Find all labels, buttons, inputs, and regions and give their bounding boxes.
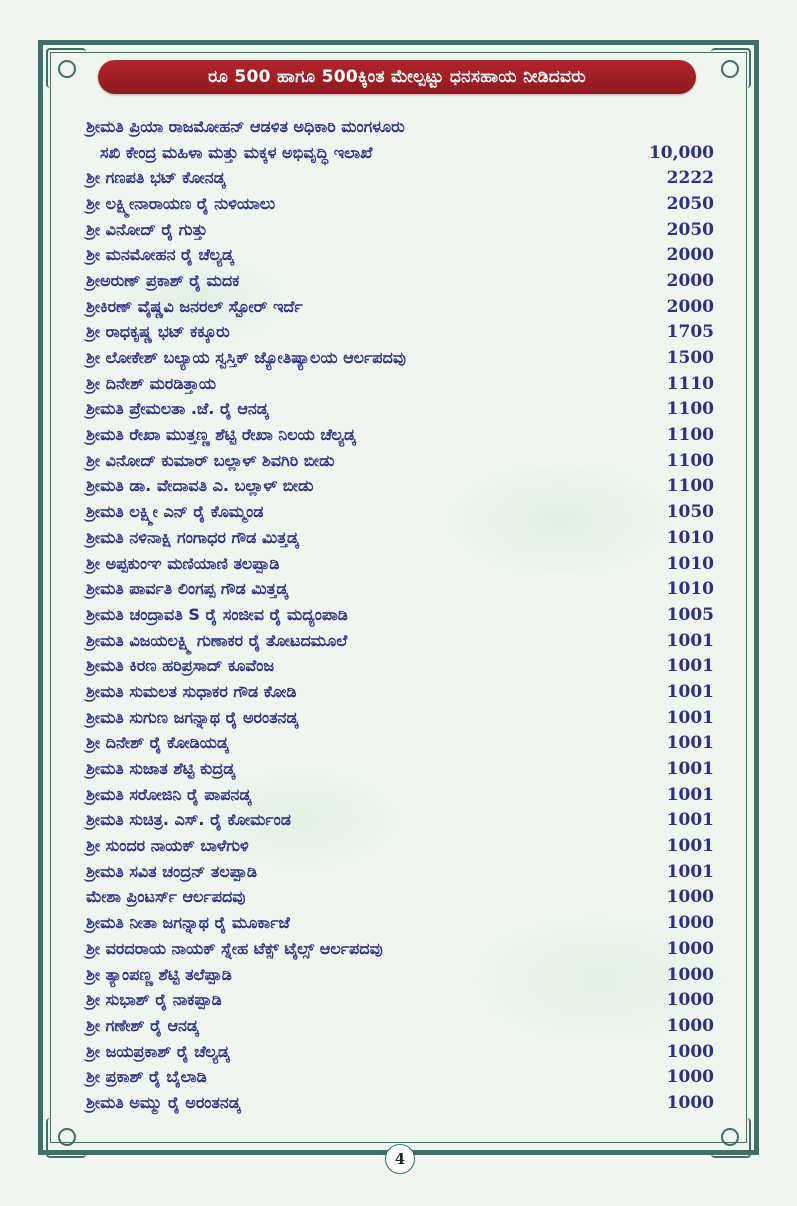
donor-row bbox=[86, 140, 714, 166]
donation-amount: 1010 bbox=[666, 553, 714, 574]
donor-row bbox=[86, 448, 714, 474]
donation-amount: 1001 bbox=[666, 759, 714, 780]
donor-name: ಶ್ರೀ ವಿನೋದ್ ರೈ ಗುತ್ತು bbox=[86, 219, 208, 239]
donation-amount: 1500 bbox=[666, 348, 714, 369]
donation-amount: 2222 bbox=[666, 168, 714, 189]
donor-row bbox=[86, 756, 714, 782]
donation-amount: 1100 bbox=[666, 450, 714, 471]
donor-row bbox=[86, 885, 714, 911]
donation-amount: 2050 bbox=[666, 219, 714, 240]
donor-name: ಶ್ರೀಮತಿ ವಿಜಯಲಕ್ಷ್ಮಿ ಗುಣಾಕರ ರೈ ತೋಟದಮೂಲೆ bbox=[86, 630, 348, 650]
donor-name: ಶ್ರೀಮತಿ ಕಿರಣ ಹರಿಪ್ರಸಾದ್ ಕೂವೆಂಜ bbox=[86, 656, 275, 676]
donor-row bbox=[86, 1090, 714, 1116]
donor-row bbox=[86, 833, 714, 859]
donation-amount: 1001 bbox=[666, 810, 714, 831]
donor-row bbox=[86, 422, 714, 448]
donor-row bbox=[86, 191, 714, 217]
donation-amount: 1010 bbox=[666, 527, 714, 548]
donation-amount: 1000 bbox=[666, 990, 714, 1011]
donor-row bbox=[86, 602, 714, 628]
donor-row bbox=[86, 1064, 714, 1090]
donor-name: ಶ್ರೀ ಸುಂದರ ನಾಯಕ್ ಬಾಳೆಗುಳಿ bbox=[86, 836, 249, 856]
donor-row bbox=[86, 910, 714, 936]
donation-amount: 2000 bbox=[666, 245, 714, 266]
donor-row bbox=[86, 474, 714, 500]
section-title-banner bbox=[98, 60, 696, 94]
donor-row bbox=[86, 859, 714, 885]
donor-row bbox=[86, 499, 714, 525]
donor-row bbox=[86, 1013, 714, 1039]
donor-name: ಶ್ರೀಮತಿ ಚಂದ್ರಾವತಿ S ರೈ ಸಂಜೀವ ರೈ ಮದ್ಯಂಪಾಡಿ bbox=[86, 604, 348, 624]
donor-name: ಶ್ರೀ ರಾಧಕೃಷ್ಣ ಭಟ್ ಕಕ್ಕೂರು bbox=[86, 322, 230, 342]
donor-row bbox=[86, 628, 714, 654]
donor-name: ಶ್ರೀಮತಿ ನೀತಾ ಜಗನ್ನಾಥ ರೈ ಮೂರ್ಕಾಜೆ bbox=[86, 913, 290, 933]
donation-amount: 1100 bbox=[666, 399, 714, 420]
donor-row bbox=[86, 782, 714, 808]
donor-name: ಶ್ರೀ ವಿನೋದ್ ಕುಮಾರ್ ಬಲ್ಲಾಳ್ ಶಿವಗಿರಿ ಬೀಡು bbox=[86, 450, 335, 470]
donation-amount: 1001 bbox=[666, 784, 714, 805]
donor-row bbox=[86, 397, 714, 423]
donor-row bbox=[86, 165, 714, 191]
donation-amount: 1050 bbox=[666, 502, 714, 523]
donor-list bbox=[86, 114, 714, 1116]
donation-amount: 1000 bbox=[666, 1041, 714, 1062]
donor-name: ಶ್ರೀಕಿರಣ್ ವೈಷ್ಣವಿ ಜನರಲ್ ಸ್ಟೋರ್ ಇರ್ದೆ bbox=[86, 296, 303, 316]
corner-ornament-bottom-right bbox=[711, 1118, 751, 1158]
donor-name: ಶ್ರೀಮತಿ ನಳಿನಾಕ್ಷಿ ಗಂಗಾಧರ ಗೌಡ ಮಿತ್ತಡ್ಕ bbox=[86, 527, 299, 547]
donor-name: ಸಖಿ ಕೇಂದ್ರ ಮಹಿಳಾ ಮತ್ತು ಮಕ್ಕಳ ಅಭಿವೃದ್ಧಿ ಇಲಾಖೆ bbox=[100, 142, 373, 162]
donation-amount: 1100 bbox=[666, 476, 714, 497]
donor-name: ಶ್ರೀಮತಿ ರೇಖಾ ಮುತ್ತಣ್ಣ ಶೆಟ್ಟಿ ರೇಖಾ ನಿಲಯ ಚೆಲ್ಯಡ್ಕ bbox=[86, 425, 356, 445]
donation-amount: 1001 bbox=[666, 630, 714, 651]
donor-row bbox=[86, 551, 714, 577]
donor-row bbox=[86, 268, 714, 294]
donation-amount: 1000 bbox=[666, 938, 714, 959]
donor-name: ಶ್ರೀ ದಿನೇಶ್ ರೈ ಕೋಡಿಯಡ್ಕ bbox=[86, 733, 229, 753]
donor-row bbox=[86, 808, 714, 834]
donation-amount: 1000 bbox=[666, 1067, 714, 1088]
donor-row bbox=[86, 653, 714, 679]
donor-name: ಶ್ರೀ ಗಣೇಶ್ ರೈ ಆನಡ್ಕ bbox=[86, 1015, 199, 1035]
donor-name: ಶ್ರೀಮತಿ ಅಮ್ಮು ರೈ ಅರಂತನಡ್ಕ bbox=[86, 1092, 241, 1112]
donor-row bbox=[86, 320, 714, 346]
donation-amount: 1001 bbox=[666, 656, 714, 677]
page-number: 4 bbox=[385, 1144, 415, 1174]
donation-amount: 1010 bbox=[666, 579, 714, 600]
donation-amount: 1001 bbox=[666, 681, 714, 702]
donor-name: ಶ್ರೀಮತಿ ಸರೋಜಿನಿ ರೈ ಪಾಪನಡ್ಕ bbox=[86, 784, 252, 804]
donation-amount: 2050 bbox=[666, 193, 714, 214]
donor-name: ಶ್ರೀಮತಿ ಸುಮಲತ ಸುಧಾಕರ ಗೌಡ ಕೋಡಿ bbox=[86, 681, 297, 701]
donor-row bbox=[86, 525, 714, 551]
donation-amount: 1000 bbox=[666, 913, 714, 934]
donor-name: ಶ್ರೀಮತಿ ಸುಜಾತ ಶೆಟ್ಟಿ ಕುದ್ರಡ್ಕ bbox=[86, 759, 235, 779]
donor-row bbox=[86, 242, 714, 268]
donor-name: ಶ್ರೀಮತಿ ಸುಚಿತ್ರ. ಎಸ್. ರೈ ಕೋರ್ಮಂಡ bbox=[86, 810, 291, 830]
section-title: ರೂ 500 ಹಾಗೂ 500ಕ್ಕಿಂತ ಮೇಲ್ಪಟ್ಟು ಧನಸಹಾಯ ನೀಡಿದವರು bbox=[208, 67, 586, 87]
donor-name: ಶ್ರೀ ಲೋಕೇಶ್ ಬಲ್ಯಾಯ ಸ್ವಸ್ತಿಕ್ ಜ್ಯೋತಿಷ್ಯಾಲಯ ಆರ್ಲಪದವು bbox=[86, 348, 406, 368]
donor-row bbox=[86, 679, 714, 705]
donor-row bbox=[86, 936, 714, 962]
donor-name: ಶ್ರೀಮತಿ ಸವಿತ ಚಂದ್ರನ್ ತಲಪ್ಪಾಡಿ bbox=[86, 861, 257, 881]
donor-name: ಶ್ರೀಮತಿ ಲಕ್ಷ್ಮೀ ಎನ್ ರೈ ಕೊಮ್ಮಂಡ bbox=[86, 502, 264, 522]
donor-name: ಶ್ರೀಮತಿ ಡಾ. ವೇದಾವತಿ ಎ. ಬಲ್ಲಾಳ್ ಬೀಡು bbox=[86, 476, 314, 496]
donation-amount: 1000 bbox=[666, 1092, 714, 1113]
donor-name: ಶ್ರೀ ಅಪ್ಪಕುಂಞ ಮಣಿಯಾಣಿ ತಲಪ್ಪಾಡಿ bbox=[86, 553, 280, 573]
donor-name: ಶ್ರೀ ಪ್ರಕಾಶ್ ರೈ ಬೈಲಾಡಿ bbox=[86, 1067, 207, 1087]
donor-name: ಶ್ರೀ ಲಕ್ಷ್ಮೀನಾರಾಯಣ ರೈ ನುಳಿಯಾಲು bbox=[86, 193, 276, 213]
donation-amount: 1100 bbox=[666, 425, 714, 446]
donation-amount: 1000 bbox=[666, 1015, 714, 1036]
donor-row bbox=[86, 987, 714, 1013]
donor-name: ಶ್ರೀಮತಿ ಪಾರ್ವತಿ ಲಿಂಗಪ್ಪ ಗೌಡ ಮಿತ್ತಡ್ಕ bbox=[86, 579, 289, 599]
donor-name: ಶ್ರೀ ಸುಭಾಶ್ ರೈ ನಾಕಪ್ಪಾಡಿ bbox=[86, 990, 222, 1010]
donor-name: ಶ್ರೀ ತ್ಯಾಂಪಣ್ಣ ಶೆಟ್ಟಿ ತಲೆಪ್ಪಾಡಿ bbox=[86, 964, 232, 984]
donor-name: ಶ್ರೀ ಮನಮೋಹನ ರೈ ಚೆಲ್ಯಡ್ಕ bbox=[86, 245, 234, 265]
donor-name: ಶ್ರೀ ವರದರಾಯ ನಾಯಕ್ ಸ್ನೇಹ ಟೆಕ್ಸ್ ಟೈಲ್ಸ್ ಆರ್ಲಪದವು bbox=[86, 938, 383, 958]
donation-amount: 1001 bbox=[666, 733, 714, 754]
donor-row bbox=[86, 294, 714, 320]
donor-row bbox=[86, 731, 714, 757]
donor-name: ಮೇಶಾ ಪ್ರಿಂಟರ್ಸ್ ಆರ್ಲಪದವು bbox=[86, 887, 246, 907]
donation-amount: 10,000 bbox=[648, 142, 714, 163]
donor-row bbox=[86, 576, 714, 602]
corner-ornament-top-right bbox=[711, 48, 751, 88]
donor-name: ಶ್ರೀ ದಿನೇಶ್ ಮರಡಿತ್ತಾಯ bbox=[86, 373, 217, 393]
donation-amount: 1001 bbox=[666, 836, 714, 857]
corner-ornament-top-left bbox=[46, 48, 86, 88]
donor-name: ಶ್ರೀಅರುಣ್ ಪ್ರಕಾಶ್ ರೈ ಮದಕ bbox=[86, 270, 240, 290]
donor-row bbox=[86, 962, 714, 988]
donor-row bbox=[86, 1039, 714, 1065]
donor-name: ಶ್ರೀ ಗಣಪತಿ ಭಟ್ ಕೋನಡ್ಕ bbox=[86, 168, 226, 188]
donation-amount: 1005 bbox=[666, 604, 714, 625]
donation-amount: 1705 bbox=[666, 322, 714, 343]
donation-amount: 2000 bbox=[666, 270, 714, 291]
donor-row bbox=[86, 705, 714, 731]
corner-ornament-bottom-left bbox=[46, 1118, 86, 1158]
donation-amount: 1001 bbox=[666, 861, 714, 882]
donor-name: ಶ್ರೀ ಜಯಪ್ರಕಾಶ್ ರೈ ಚೆಲ್ಯಡ್ಕ bbox=[86, 1041, 230, 1061]
donor-name: ಶ್ರೀಮತಿ ಪ್ರೇಮಲತಾ .ಜೆ. ರೈ ಆನಡ್ಕ bbox=[86, 399, 269, 419]
donation-amount: 1000 bbox=[666, 887, 714, 908]
donation-amount: 1000 bbox=[666, 964, 714, 985]
donor-row bbox=[86, 345, 714, 371]
donor-name: ಶ್ರೀಮತಿ ಪ್ರಿಯಾ ರಾಜಮೋಹನ್ ಆಡಳಿತ ಅಧಿಕಾರಿ ಮಂಗಳೂರು bbox=[86, 116, 405, 136]
donation-amount: 1110 bbox=[666, 373, 714, 394]
donation-amount: 1001 bbox=[666, 707, 714, 728]
donor-row bbox=[86, 114, 714, 140]
donation-amount: 2000 bbox=[666, 296, 714, 317]
donor-row bbox=[86, 371, 714, 397]
donor-row bbox=[86, 217, 714, 243]
donor-name: ಶ್ರೀಮತಿ ಸುಗುಣ ಜಗನ್ನಾಥ ರೈ ಅರಂತನಡ್ಕ bbox=[86, 707, 299, 727]
